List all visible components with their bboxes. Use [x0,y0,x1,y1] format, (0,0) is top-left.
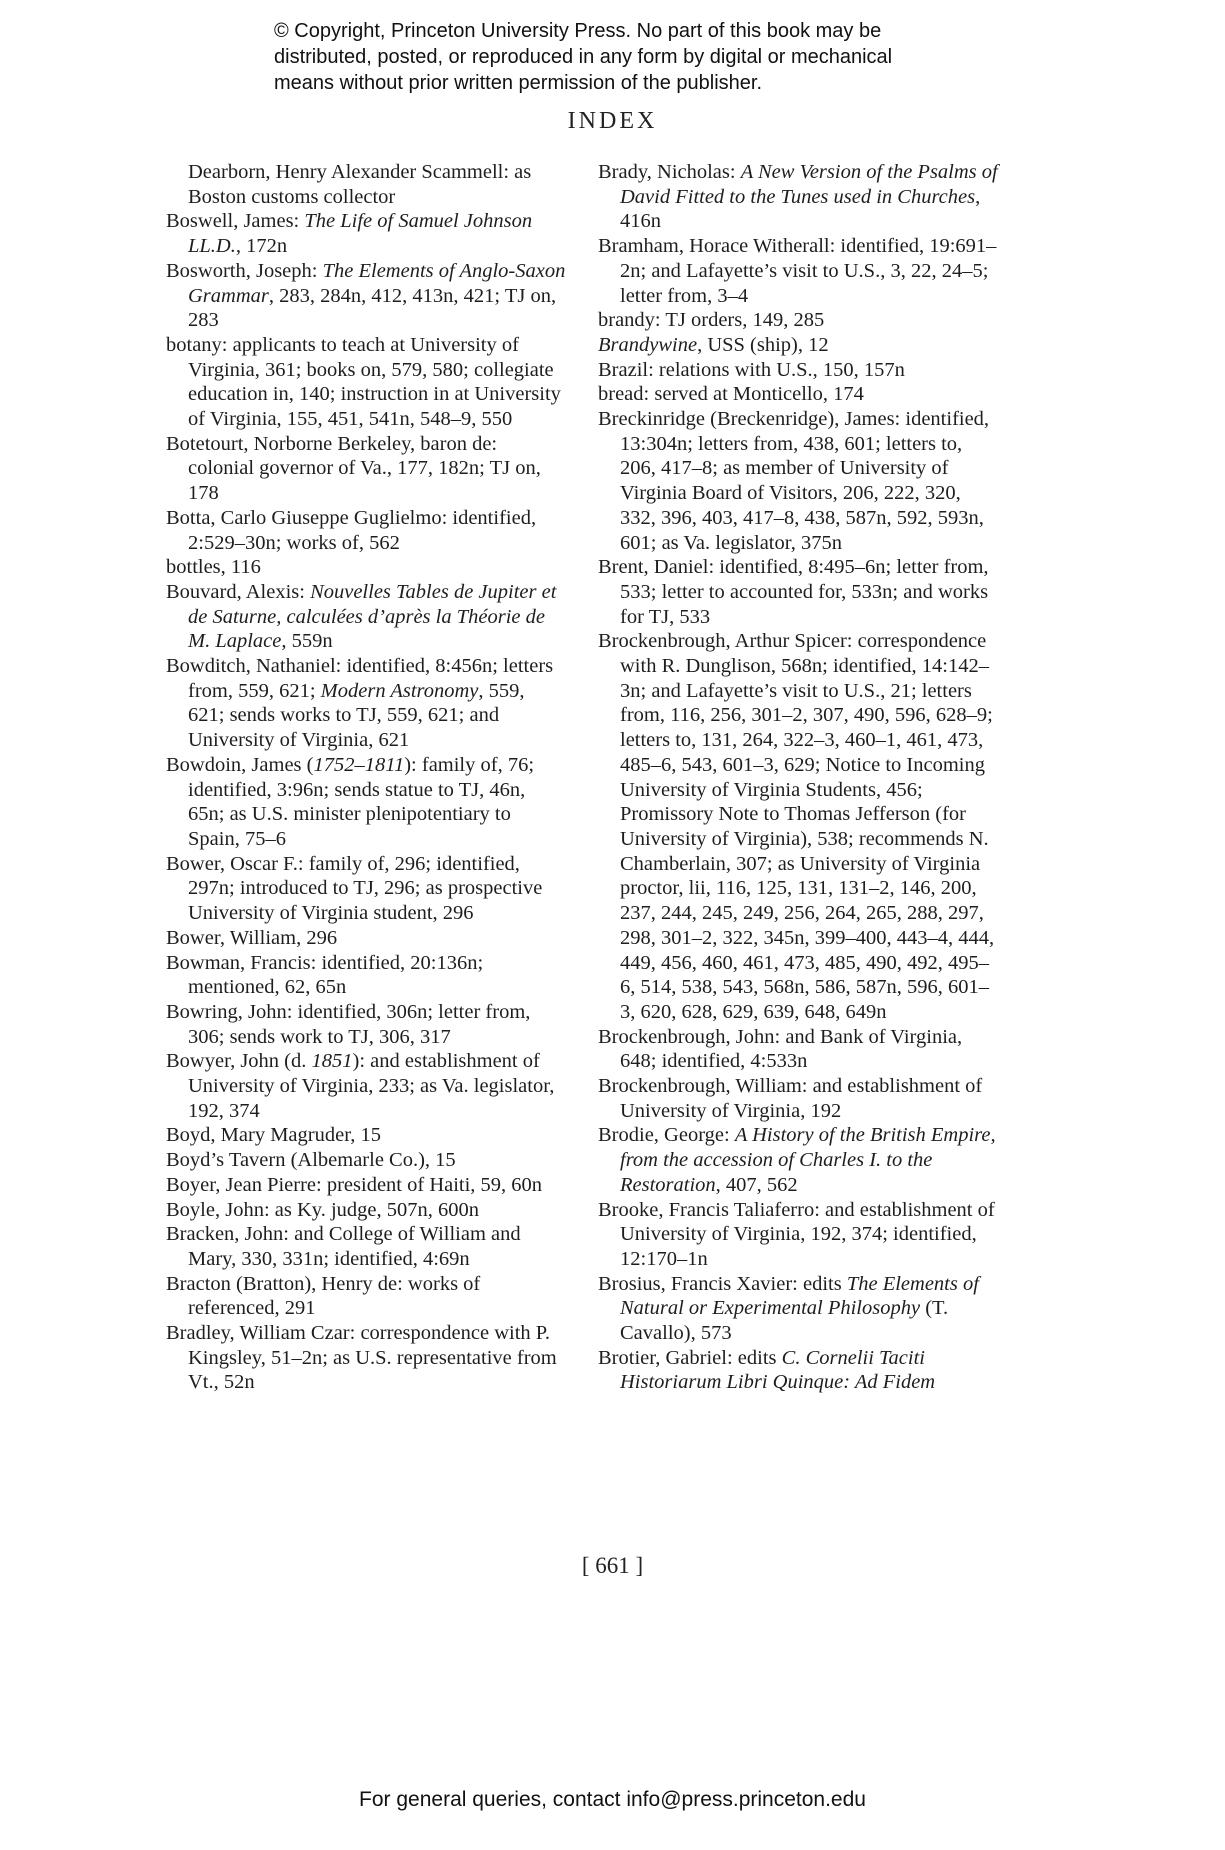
index-entry [166,1321,566,1395]
index-column-right [598,160,998,1395]
index-entry-text: Bower, Oscar F.: family of, 296; identified, 297n; introduced to TJ, 296; as prospective University of Virginia student, 296 [166,852,543,925]
index-entry-text: , USS (ship), 12 [697,333,829,356]
index-entry [166,333,566,432]
index-entry [166,160,566,209]
index-entry [598,382,998,407]
index-entry [598,234,998,308]
index-entry-text: Bowring, John: identified, 306n; letter from, 306; sends work to TJ, 306, 317 [166,1000,531,1048]
index-entry-text: Brosius, Francis Xavier: edits [598,1272,847,1295]
index-entry-text: Brodie, George: [598,1124,735,1147]
index-entry [166,654,566,753]
index-entry-text: Bosworth, Joseph: [166,259,323,282]
index-entry [166,555,566,580]
footer-contact: For general queries, contact info@press.princeton.edu [359,1788,866,1811]
index-entry [598,629,998,1024]
index-entry [166,1000,566,1049]
index-entry [166,753,566,852]
index-entry [166,852,566,926]
index-entry [166,1148,566,1173]
index-entry-text: , 172n [235,235,288,258]
index-entry-text: Bowdoin, James ( [166,753,314,776]
index-entry-text: bread: served at Monticello, 174 [598,383,864,406]
copyright-line: distributed, posted, or reproduced in any form by digital or mechanical [274,46,893,68]
index-entry-title: Modern Astronomy [320,679,479,702]
index-entry-title: The Elements of Anglo-Saxon Grammar [188,259,566,307]
index-entry-text: ): and establishment of University of Virginia, 233; as Va. legislator, 192, 374 [188,1050,555,1122]
copyright-line: means without prior written permission of the publisher. [274,72,763,94]
index-entry-text: Boyer, Jean Pierre: president of Haiti, 59, 60n [166,1173,543,1196]
index-entry-title: C. Cornelii Taciti Historiarum Libri Quinque: Ad Fidem [620,1346,936,1394]
index-entry [166,1222,566,1271]
index-entry-text: bottles, 116 [166,556,261,579]
index-entry-text: , 416n [620,185,981,233]
index-entry-text: (T. Cavallo), 573 [620,1297,949,1345]
index-entry-text: , 407, 562 [715,1173,798,1196]
page-number: [ 661 ] [581,1553,644,1578]
index-entry-text: Botetourt, Norborne Berkeley, baron de: colonial governor of Va., 177, 182n; TJ on, 178 [166,432,541,505]
index-entry-text: Brooke, Francis Taliaferro: and establishment of University of Virginia, 192, 374; identified, 12:170–1n [598,1198,995,1270]
index-entry [598,1198,998,1272]
index-entry [166,209,566,258]
copyright-line: © Copyright, Princeton University Press. No part of this book may be [274,20,882,42]
index-entry-text: Bramham, Horace Witherall: identified, 19:691–2n; and Lafayette’s visit to U.S., 3, 22, 24–5; letter from, 3–4 [598,235,997,307]
index-entry-text: Brazil: relations with U.S., 150, 157n [598,358,905,381]
running-head: INDEX [567,108,658,134]
index-entry-text: Brotier, Gabriel: edits [598,1346,782,1369]
index-entry-text: Bowman, Francis: identified, 20:136n; mentioned, 62, 65n [166,951,484,999]
index-entry-text: Brockenbrough, William: and establishment of University of Virginia, 192 [598,1075,983,1122]
index-entry-text: Boswell, James: [166,210,305,233]
index-entry [166,432,566,506]
index-entry [598,1346,998,1395]
index-entry-title: 1851 [311,1050,353,1073]
index-entry-text: Brent, Daniel: identified, 8:495–6n; letter from, 533; letter to accounted for, 533n; and works for TJ, 533 [598,556,989,628]
index-entry-title: 1752–1811 [313,753,405,776]
index-entry [166,1198,566,1223]
index-entry-text: Bouvard, Alexis: [166,580,311,603]
index-column-left [166,160,566,1395]
index-entry-text: , 559, 621; sends works to TJ, 559, 621; and University of Virginia, 621 [188,679,525,752]
index-entry [598,1272,998,1346]
index-entry-text: Brockenbrough, John: and Bank of Virginia, 648; identified, 4:533n [598,1025,963,1073]
index-entry-title: Brandywine [598,333,698,356]
index-entry-text: Brockenbrough, Arthur Spicer: correspondence with R. Dunglison, 568n; identified, 14:142–3n; and Lafayette’s visit to U.S., 21; letters from, 116, 256, 301–2, 307, 490, 596, 628–9; letters to, 131, 264, 322–3, 460–1, 461, 473, 485–6, 543, 601–3, 629; Notice to Incoming University of Virginia Students, 456; Promissory Note to Thomas Jefferson (for University of Virginia), 538; recommends N. Chamberlain, 307; as University of Virginia proctor, lii, 116, 125, 131, 131–2, 146, 200, 237, 244, 245, 249, 256, 264, 265, 288, 297, 298, 301–2, 322, 345n, 399–400, 443–4, 444, 449, 456, 460, 461, 473, 485, 490, 492, 495–6, 514, 538, 543, 568n, 586, 587n, 596, 601–3, 620, 628, 629, 639, 648, 649n [598,630,995,1023]
index-entry-title: A New Version of the Psalms of David Fitted to the Tunes used in Churches [620,161,998,208]
index-entry-title: The Life of Samuel Johnson LL.D. [188,210,533,258]
index-entry-text: Boyle, John: as Ky. judge, 507n, 600n [166,1198,479,1221]
index-entry-title: A History of the British Empire, from the accession of Charles I. to the Restoration [620,1124,996,1196]
index-entry [598,1123,998,1197]
index-entry-text: Bradley, William Czar: correspondence with P. Kingsley, 51–2n; as U.S. representative from Vt., 52n [166,1322,557,1394]
index-entry [166,926,566,951]
index-entry [598,1074,998,1123]
index-entry-text: Bower, William, 296 [166,926,338,949]
index-entry-text: Boyd, Mary Magruder, 15 [166,1124,381,1147]
index-entry-text: botany: applicants to teach at University of Virginia, 361; books on, 579, 580; collegiate education in, 140; instruction in at University of Virginia, 155, 451, 541n, 548–9, 550 [166,333,561,431]
index-entry-text: Bowyer, John (d. [166,1050,312,1073]
index-entry-title: The Elements of Natural or Experimental Philosophy [620,1272,979,1320]
index-entry [598,160,998,234]
index-entry [166,1123,566,1148]
index-entry-text: ): family of, 76; identified, 3:96n; sends statue to TJ, 46n, 65n; as U.S. minister plenipotentiary to Spain, 75–6 [188,753,535,850]
index-entry [166,1049,566,1123]
index-entry-text: Botta, Carlo Giuseppe Guglielmo: identified, 2:529–30n; works of, 562 [166,506,537,554]
index-entry [598,333,998,358]
index-entry [598,1025,998,1074]
index-entry-text: Bowditch, Nathaniel: identified, 8:456n; letters from, 559, 621; [166,655,554,702]
index-entry [166,506,566,555]
index-entry [598,358,998,383]
index-entry [166,1272,566,1321]
index-entry-text: Breckinridge (Breckenridge), James: identified, 13:304n; letters from, 438, 601; letters to, 206, 417–8; as member of University of Virginia Board of Visitors, 206, 222, 320, 332, 396, 403, 417–8, 438, 587n, 592, 593n, 601; as Va. legislator, 375n [598,408,990,554]
index-entry [598,407,998,555]
index-entry-text: Brady, Nicholas: [598,161,741,183]
index-entry [598,308,998,333]
index-entry [166,951,566,1000]
index-entry-text: Dearborn, Henry Alexander Scammell: as Boston customs collector [188,161,532,208]
index-entry-text: brandy: TJ orders, 149, 285 [598,309,825,332]
copyright-notice [274,18,974,96]
index-entry-text: Bracken, John: and College of William and Mary, 330, 331n; identified, 4:69n [166,1223,521,1270]
index-entry [166,580,566,654]
index-entry-text: , 559n [281,630,333,653]
index-entry-text: Bracton (Bratton), Henry de: works of referenced, 291 [166,1272,481,1320]
index-entry [598,555,998,629]
index-entry-text: , 283, 284n, 412, 413n, 421; TJ on, 283 [188,284,557,332]
index-entry [166,1173,566,1198]
index-entry [166,259,566,333]
index-entry-title: Nouvelles Tables de Jupiter et de Saturne, calculées d’après la Théorie de M. Laplace [188,580,557,653]
index-entry-text: Boyd’s Tavern (Albemarle Co.), 15 [166,1149,456,1172]
